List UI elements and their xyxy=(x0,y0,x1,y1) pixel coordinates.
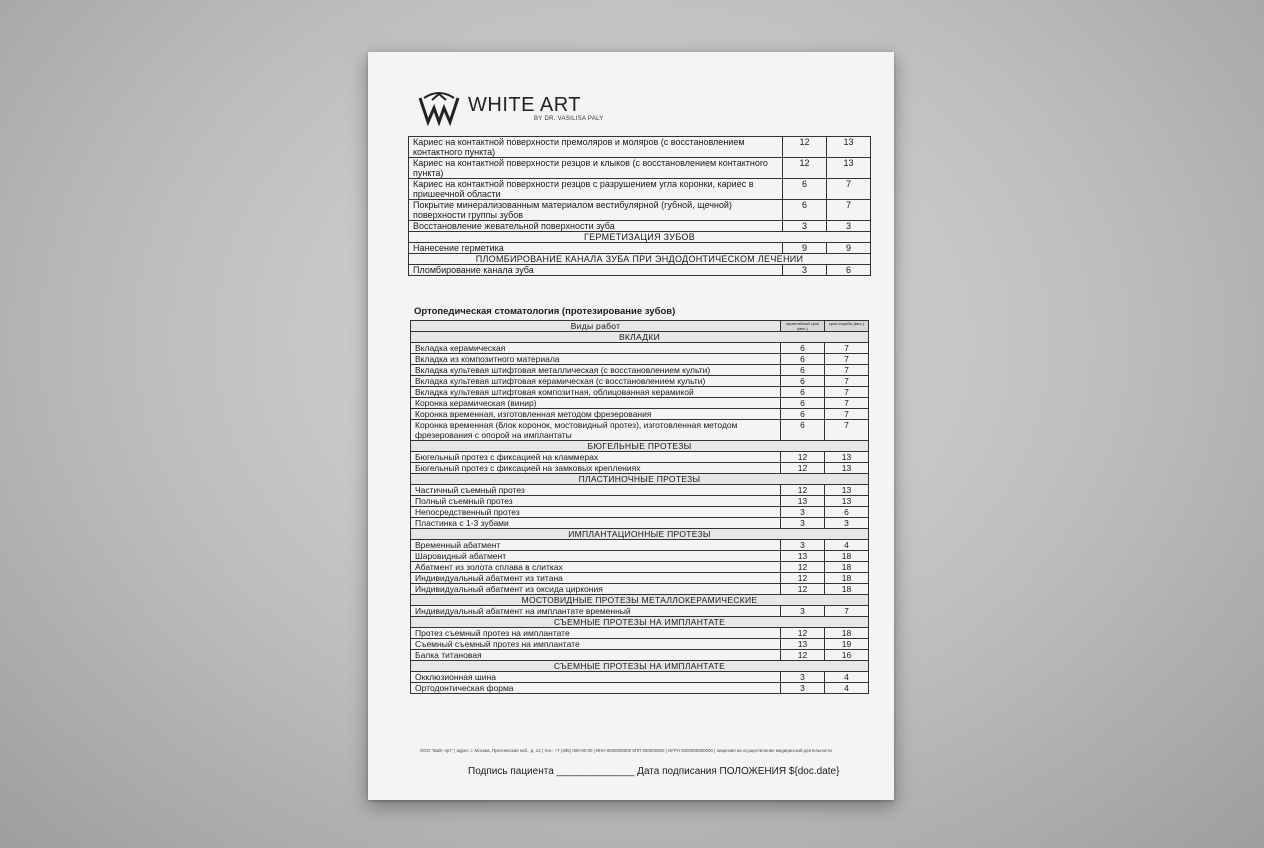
warranty-months: 6 xyxy=(781,398,825,409)
lifetime-months: 7 xyxy=(825,354,869,365)
warranty-months: 9 xyxy=(783,243,827,254)
section-heading: ПЛАСТИНОЧНЫЕ ПРОТЕЗЫ xyxy=(411,474,869,485)
table-row xyxy=(411,639,869,650)
warranty-months: 3 xyxy=(781,606,825,617)
section-heading: МОСТОВИДНЫЕ ПРОТЕЗЫ МЕТАЛЛОКЕРАМИЧЕСКИЕ xyxy=(411,595,869,606)
section-heading: СЪЕМНЫЕ ПРОТЕЗЫ НА ИМПЛАНТАТЕ xyxy=(411,661,869,672)
warranty-months: 3 xyxy=(781,540,825,551)
warranty-months: 6 xyxy=(783,179,827,200)
table-row xyxy=(409,265,871,276)
lifetime-months: 18 xyxy=(825,562,869,573)
section-heading: ПЛОМБИРОВАНИЕ КАНАЛА ЗУБА ПРИ ЭНДОДОНТИЧЕСКОМ ЛЕЧЕНИИ xyxy=(409,254,871,265)
table-row xyxy=(411,387,869,398)
section-heading: ИМПЛАНТАЦИОННЫЕ ПРОТЕЗЫ xyxy=(411,529,869,540)
work-name: Нанесение герметика xyxy=(409,243,783,254)
warranty-months: 12 xyxy=(781,452,825,463)
warranty-months: 12 xyxy=(783,137,827,158)
warranty-months: 12 xyxy=(781,650,825,661)
warranty-months: 6 xyxy=(781,376,825,387)
work-name: Вкладка культевая штифтовая керамическая (с восстановлением культи) xyxy=(411,376,781,387)
table-row xyxy=(411,551,869,562)
work-name: Кариес на контактной поверхности резцов и клыков (с восстановлением контактного пункта) xyxy=(409,158,783,179)
lifetime-months: 13 xyxy=(825,485,869,496)
warranty-months: 3 xyxy=(781,507,825,518)
warranty-table-therapy xyxy=(408,136,871,276)
work-name: Ортодонтическая форма xyxy=(411,683,781,694)
section-heading: ГЕРМЕТИЗАЦИЯ ЗУБОВ xyxy=(409,232,871,243)
table-row xyxy=(411,507,869,518)
table-row xyxy=(411,562,869,573)
section-heading: СЪЕМНЫЕ ПРОТЕЗЫ НА ИМПЛАНТАТЕ xyxy=(411,617,869,628)
table-row xyxy=(409,221,871,232)
table-row xyxy=(411,573,869,584)
table-row xyxy=(411,683,869,694)
work-name: Восстановление жевательной поверхности зуба xyxy=(409,221,783,232)
section-heading: БЮГЕЛЬНЫЕ ПРОТЕЗЫ xyxy=(411,441,869,452)
lifetime-months: 7 xyxy=(825,420,869,441)
section-row xyxy=(411,617,869,628)
header-work-types: Виды работ xyxy=(411,321,781,332)
table-row xyxy=(411,496,869,507)
work-name: Коронка временная (блок коронок, мостовидный протез), изготовленная методом фрезерования с опорой на имплантаты xyxy=(411,420,781,441)
lifetime-months: 6 xyxy=(827,265,871,276)
warranty-months: 6 xyxy=(781,365,825,376)
lifetime-months: 18 xyxy=(825,551,869,562)
table-row xyxy=(411,354,869,365)
work-name: Бюгельный протез с фиксацией на кламмерах xyxy=(411,452,781,463)
lifetime-months: 19 xyxy=(825,639,869,650)
work-name: Вкладка керамическая xyxy=(411,343,781,354)
section-heading: ВКЛАДКИ xyxy=(411,332,869,343)
work-name: Вкладка культевая штифтовая металлическая (с восстановлением культи) xyxy=(411,365,781,376)
warranty-months: 6 xyxy=(781,420,825,441)
lifetime-months: 13 xyxy=(827,137,871,158)
work-name: Кариес на контактной поверхности резцов с разрушением угла коронки, кариес в пришеечной области xyxy=(409,179,783,200)
lifetime-months: 7 xyxy=(827,179,871,200)
table-row xyxy=(411,376,869,387)
lifetime-months: 7 xyxy=(825,398,869,409)
work-name: Кариес на контактной поверхности премоляров и моляров (с восстановлением контактного пункта) xyxy=(409,137,783,158)
warranty-months: 12 xyxy=(781,628,825,639)
work-name: Коронка керамическая (винир) xyxy=(411,398,781,409)
table-row xyxy=(411,606,869,617)
section-row xyxy=(411,332,869,343)
work-name: Окклюзионная шина xyxy=(411,672,781,683)
warranty-months: 12 xyxy=(781,573,825,584)
warranty-months: 6 xyxy=(781,387,825,398)
table-row xyxy=(411,650,869,661)
table-row xyxy=(409,158,871,179)
warranty-months: 13 xyxy=(781,639,825,650)
work-name: Пластинка с 1-3 зубами xyxy=(411,518,781,529)
warranty-months: 6 xyxy=(781,409,825,420)
section-row xyxy=(411,661,869,672)
warranty-months: 12 xyxy=(783,158,827,179)
work-name: Временный абатмент xyxy=(411,540,781,551)
section-row xyxy=(411,595,869,606)
lifetime-months: 18 xyxy=(825,573,869,584)
lifetime-months: 7 xyxy=(825,365,869,376)
table-row xyxy=(411,343,869,354)
lifetime-months: 18 xyxy=(825,628,869,639)
logo-name: WHITE ART xyxy=(468,94,582,116)
warranty-months: 6 xyxy=(783,200,827,221)
table-row xyxy=(411,463,869,474)
section-row xyxy=(411,529,869,540)
lifetime-months: 7 xyxy=(825,376,869,387)
table-row xyxy=(411,485,869,496)
work-name: Непосредственный протез xyxy=(411,507,781,518)
warranty-months: 13 xyxy=(781,496,825,507)
warranty-months: 3 xyxy=(781,683,825,694)
logo-subtitle: BY DR. VASILISA PALY xyxy=(534,116,604,122)
work-name: Вкладка из композитного материала xyxy=(411,354,781,365)
lifetime-months: 13 xyxy=(825,452,869,463)
work-name: Покрытие минерализованным материалом вестибулярной (губной, щечной) поверхности группы зубов xyxy=(409,200,783,221)
lifetime-months: 3 xyxy=(825,518,869,529)
crown-logo-icon xyxy=(416,90,462,128)
warranty-months: 3 xyxy=(781,672,825,683)
work-name: Коронка временная, изготовленная методом фрезерования xyxy=(411,409,781,420)
warranty-months: 3 xyxy=(781,518,825,529)
table-row xyxy=(411,518,869,529)
lifetime-months: 7 xyxy=(825,409,869,420)
work-name: Бюгельный протез с фиксацией на замковых креплениях xyxy=(411,463,781,474)
work-name: Пломбирование канала зуба xyxy=(409,265,783,276)
section-title: Ортопедическая стоматология (протезирование зубов) xyxy=(414,306,676,317)
lifetime-months: 13 xyxy=(825,496,869,507)
table-row xyxy=(411,365,869,376)
work-name: Частичный съемный протез xyxy=(411,485,781,496)
table-row xyxy=(409,200,871,221)
warranty-table-orthopedic xyxy=(410,320,869,694)
table-row xyxy=(411,628,869,639)
work-name: Шаровидный абатмент xyxy=(411,551,781,562)
section-row xyxy=(411,441,869,452)
document-page xyxy=(368,52,894,800)
warranty-months: 13 xyxy=(781,551,825,562)
header-lifetime: срок службы (мес.) xyxy=(825,321,869,332)
table-row xyxy=(411,584,869,595)
section-row xyxy=(409,232,871,243)
work-name: Балка титановая xyxy=(411,650,781,661)
lifetime-months: 4 xyxy=(825,683,869,694)
lifetime-months: 3 xyxy=(827,221,871,232)
lifetime-months: 7 xyxy=(827,200,871,221)
warranty-months: 3 xyxy=(783,221,827,232)
lifetime-months: 6 xyxy=(825,507,869,518)
work-name: Протез съемный протез на имплантате xyxy=(411,628,781,639)
lifetime-months: 13 xyxy=(827,158,871,179)
table-row xyxy=(411,672,869,683)
work-name: Абатмент из золота сплава в слитках xyxy=(411,562,781,573)
table-row xyxy=(409,137,871,158)
lifetime-months: 7 xyxy=(825,343,869,354)
warranty-months: 6 xyxy=(781,343,825,354)
work-name: Съемный съемный протез на имплантате xyxy=(411,639,781,650)
table-row xyxy=(409,179,871,200)
warranty-months: 12 xyxy=(781,562,825,573)
lifetime-months: 9 xyxy=(827,243,871,254)
work-name: Индивидуальный абатмент на имплантате временный xyxy=(411,606,781,617)
lifetime-months: 4 xyxy=(825,672,869,683)
signature-line: Подпись пациента ______________ Дата подписания ПОЛОЖЕНИЯ ${doc.date} xyxy=(468,766,840,777)
lifetime-months: 7 xyxy=(825,606,869,617)
warranty-months: 6 xyxy=(781,354,825,365)
warranty-months: 12 xyxy=(781,584,825,595)
table-header-row xyxy=(411,321,869,332)
work-name: Индивидуальный абатмент из титана xyxy=(411,573,781,584)
warranty-months: 12 xyxy=(781,485,825,496)
lifetime-months: 16 xyxy=(825,650,869,661)
table-row xyxy=(411,409,869,420)
section-row xyxy=(411,474,869,485)
work-name: Вкладка культевая штифтовая композитная, облицованная керамикой xyxy=(411,387,781,398)
table-row xyxy=(411,540,869,551)
footer-requisites: ООО "Вайт Арт" | адрес: г. Москва, Пресненская наб., д. 12 | тел.: +7 (495) 000-00-00 | ИНН 0000000000 КПП 000000000 | ОГРН 0000000000000 | лицензия на осуществление медицинской деятельности xyxy=(420,748,832,753)
lifetime-months: 13 xyxy=(825,463,869,474)
work-name: Полный съемный протез xyxy=(411,496,781,507)
clinic-logo xyxy=(416,90,616,130)
warranty-months: 12 xyxy=(781,463,825,474)
header-warranty: гарантийный срок (мес.) xyxy=(781,321,825,332)
lifetime-months: 7 xyxy=(825,387,869,398)
lifetime-months: 18 xyxy=(825,584,869,595)
table-row xyxy=(409,243,871,254)
warranty-months: 3 xyxy=(783,265,827,276)
table-row xyxy=(411,452,869,463)
lifetime-months: 4 xyxy=(825,540,869,551)
work-name: Индивидуальный абатмент из оксида циркония xyxy=(411,584,781,595)
table-row xyxy=(411,420,869,441)
section-row xyxy=(409,254,871,265)
table-row xyxy=(411,398,869,409)
